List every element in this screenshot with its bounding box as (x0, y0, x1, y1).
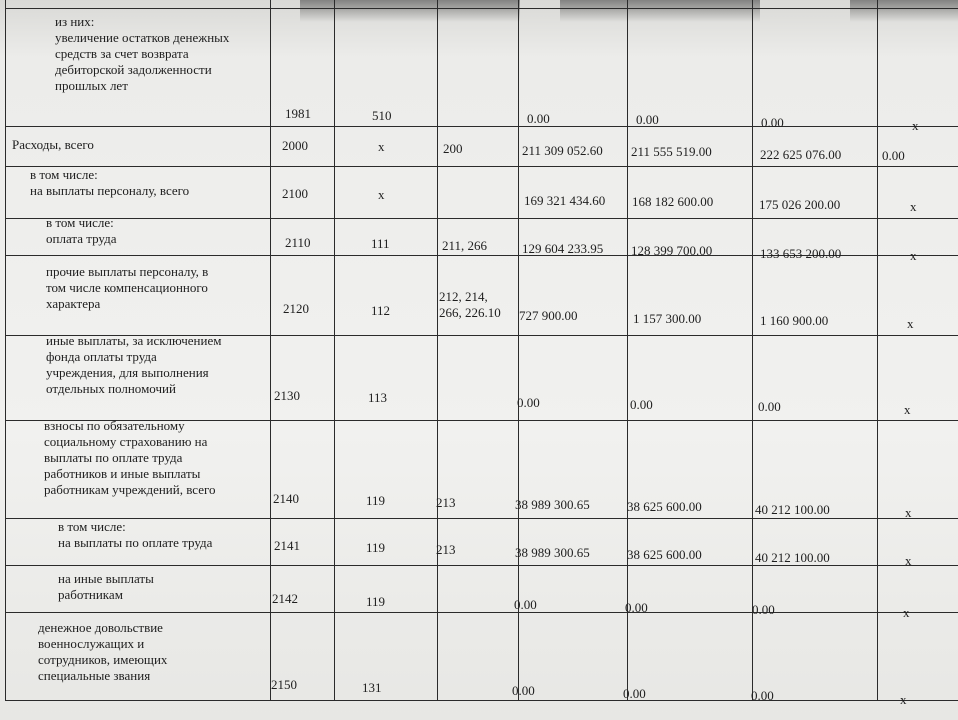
row-code: 2100 (282, 186, 308, 201)
row-note: x (907, 316, 914, 331)
row-divider (5, 612, 958, 613)
row-value-y3: 40 212 100.00 (755, 550, 830, 565)
row-value-y1: 0.00 (514, 597, 537, 612)
row-kvr: x (378, 139, 385, 154)
row-value-y2: 0.00 (625, 600, 648, 615)
row-code: 2000 (282, 138, 308, 153)
row-kvr: 111 (371, 236, 390, 251)
column-divider (752, 0, 753, 700)
row-kvr: 131 (362, 680, 382, 695)
row-label: в том числе: оплата труда (46, 215, 117, 246)
row-value-y2: 128 399 700.00 (631, 243, 713, 258)
row-note: x (904, 402, 911, 417)
row-label: взносы по обязательному социальному страхованию на выплаты по оплате труда работников и иные выплаты работникам учреждений, всего (44, 418, 216, 497)
row-label: в том числе: на выплаты персоналу, всего (30, 167, 190, 198)
row-kvr: 510 (372, 108, 392, 123)
column-divider (518, 0, 519, 700)
row-note: x (905, 553, 912, 568)
row-code: 2150 (271, 677, 297, 692)
row-note: x (910, 248, 917, 263)
row-value-y2: 168 182 600.00 (632, 194, 714, 209)
row-value-y1: 0.00 (517, 395, 540, 410)
row-label: иные выплаты, за исключением фонда оплаты труда учреждения, для выполнения отдельных полномочий (46, 333, 222, 396)
column-divider (437, 0, 438, 700)
row-divider (5, 126, 958, 127)
row-kosgu: 213 (436, 495, 456, 510)
row-divider (5, 700, 958, 701)
row-label: в том числе: на выплаты по оплате труда (58, 519, 213, 550)
row-value-y3: 0.00 (752, 602, 775, 617)
row-value-y1: 129 604 233.95 (522, 241, 604, 256)
row-label: денежное довольствие военнослужащих и сотрудников, имеющих специальные звания (38, 620, 168, 683)
row-note: x (900, 692, 907, 707)
row-kvr: 119 (366, 540, 386, 555)
row-kvr: 113 (368, 390, 388, 405)
row-code: 2110 (285, 235, 311, 250)
row-value-y2: 0.00 (630, 397, 653, 412)
row-code: 2120 (283, 301, 309, 316)
scan-shadow (300, 0, 520, 22)
row-value-y2: 38 625 600.00 (627, 547, 702, 562)
row-note: x (905, 505, 912, 520)
row-value-y1: 38 989 300.65 (515, 545, 590, 560)
column-divider (627, 0, 628, 700)
row-note: x (912, 118, 919, 133)
row-value-y2: 38 625 600.00 (627, 499, 702, 514)
row-code: 2130 (274, 388, 300, 403)
row-kvr: 112 (371, 303, 391, 318)
row-value-y3: 0.00 (758, 399, 781, 414)
row-value-y2: 211 555 519.00 (631, 144, 712, 159)
row-value-y2: 0.00 (636, 112, 659, 127)
column-divider (334, 0, 335, 700)
row-note: 0.00 (882, 148, 905, 163)
row-code: 2142 (272, 591, 298, 606)
column-divider (877, 0, 878, 700)
row-code: 2141 (274, 538, 300, 553)
scan-shadow (560, 0, 760, 22)
row-value-y1: 38 989 300.65 (515, 497, 590, 512)
row-value-y2: 0.00 (623, 686, 646, 701)
row-label: из них: увеличение остатков денежных средств за счет возврата дебиторской задолженности прошлых лет (55, 14, 230, 93)
row-kvr: 119 (366, 493, 386, 508)
row-value-y1: 0.00 (527, 111, 550, 126)
row-note: x (910, 199, 917, 214)
row-kosgu: 212, 214, 266, 226.10 (439, 289, 501, 320)
row-value-y1: 727 900.00 (519, 308, 578, 323)
row-value-y3: 1 160 900.00 (760, 313, 829, 328)
row-value-y3: 222 625 076.00 (760, 147, 842, 162)
row-label: Расходы, всего (12, 137, 94, 152)
row-divider (5, 218, 958, 219)
row-value-y3: 0.00 (751, 688, 774, 703)
row-value-y1: 0.00 (512, 683, 535, 698)
scan-shadow (850, 0, 958, 22)
row-label: на иные выплаты работникам (58, 571, 154, 602)
table-border-left (5, 0, 6, 700)
row-value-y1: 211 309 052.60 (522, 143, 603, 158)
row-code: 2140 (273, 491, 299, 506)
row-value-y3: 40 212 100.00 (755, 502, 830, 517)
row-value-y2: 1 157 300.00 (633, 311, 702, 326)
row-label: прочие выплаты персоналу, в том числе компенсационного характера (46, 264, 209, 311)
row-kvr: x (378, 187, 385, 202)
row-value-y3: 0.00 (761, 115, 784, 130)
row-value-y1: 169 321 434.60 (524, 193, 606, 208)
row-value-y3: 133 653 200.00 (760, 246, 842, 261)
row-code: 1981 (285, 106, 311, 121)
row-note: x (903, 605, 910, 620)
row-divider (5, 8, 958, 9)
column-divider (270, 0, 271, 700)
row-kosgu: 211, 266 (442, 238, 488, 253)
row-kosgu: 200 (443, 141, 463, 156)
row-kvr: 119 (366, 594, 386, 609)
row-kosgu: 213 (436, 542, 456, 557)
row-value-y3: 175 026 200.00 (759, 197, 841, 212)
